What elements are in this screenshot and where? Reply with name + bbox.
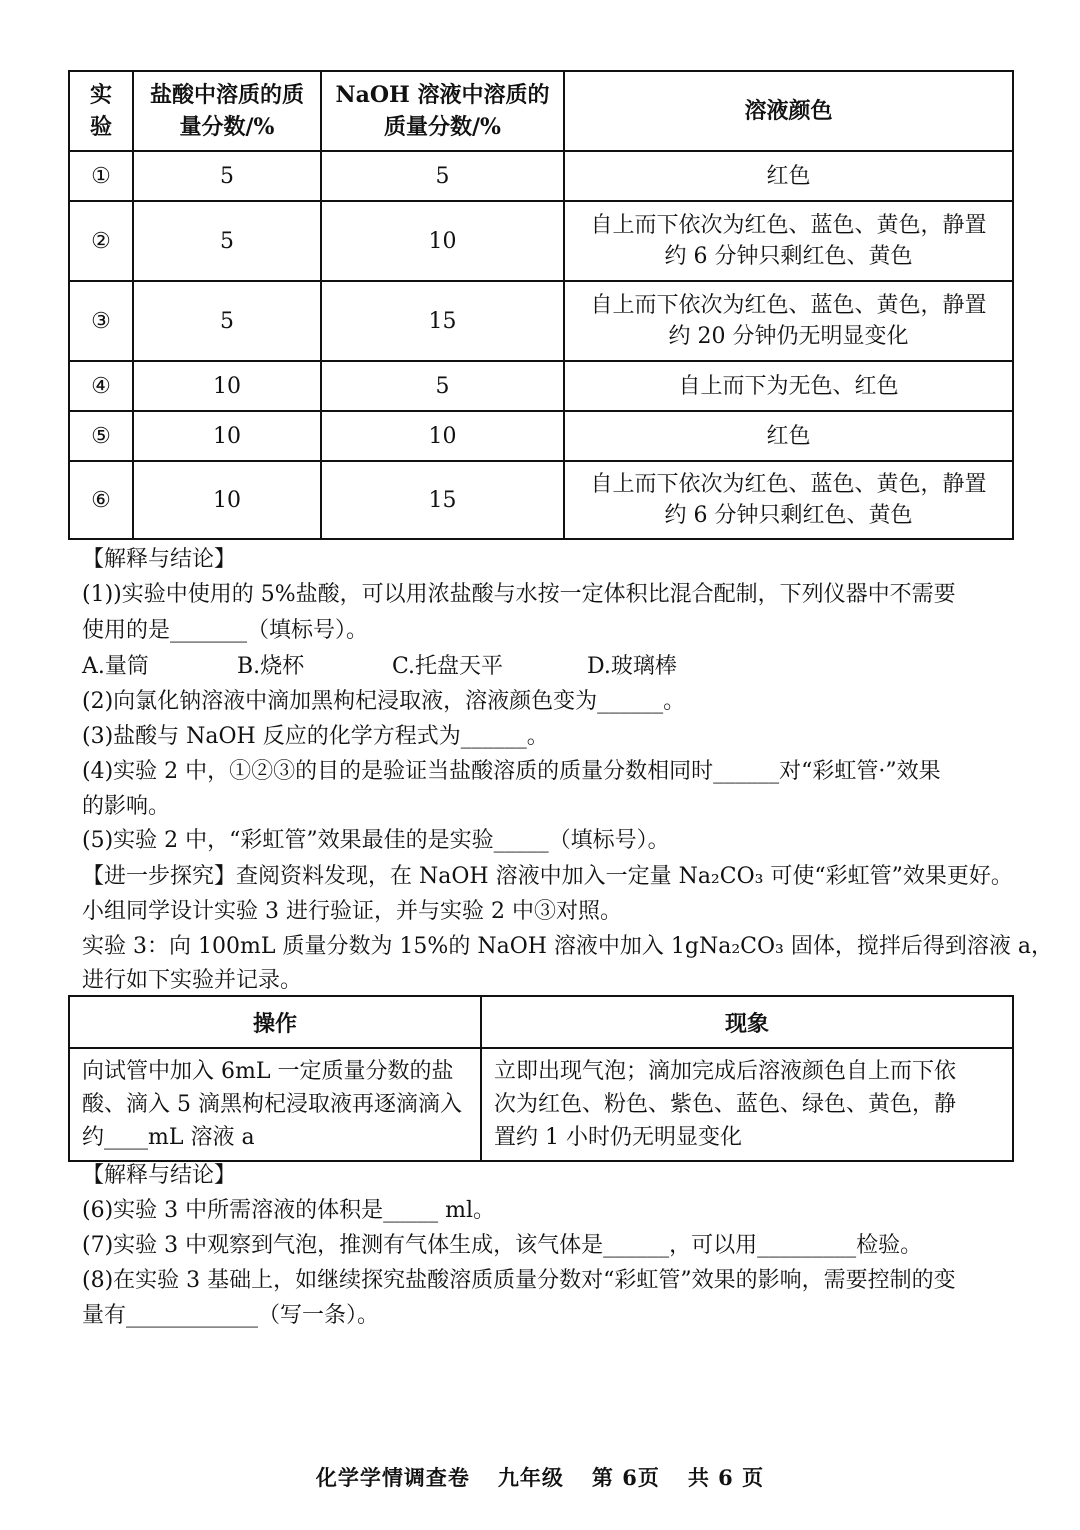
cell-color: 自上而下为无色、红色 [564,361,1013,411]
cell-experiment: ⑥ [69,461,133,539]
option-d: D.玻璃棒 [587,654,677,679]
option-a: A.量筒 [82,654,149,679]
footer-page: 第 6页 [591,1465,660,1490]
cell-color: 红色 [564,411,1013,461]
cell-naoh: 10 [321,201,564,281]
further-inquiry-line-2: 小组同学设计实验 3 进行验证，并与实验 2 中③对照。 [82,899,622,924]
question-1-options [82,649,742,680]
header-phenomenon: 现象 [481,996,1013,1048]
header-solution-color: 溶液颜色 [564,71,1013,151]
cell-experiment: ② [69,201,133,281]
header-operation: 操作 [69,996,481,1048]
question-8-line-1: (8)在实验 3 基础上，如继续探究盐酸溶质质量分数对“彩虹管”效果的影响，需要控制的变 [82,1268,956,1293]
cell-color: 自上而下依次为红色、蓝色、黄色，静置 约 6 分钟只剩红色、黄色 [564,461,1013,539]
cell-naoh: 5 [321,151,564,201]
table-row [69,461,1013,539]
cell-naoh: 15 [321,461,564,539]
cell-color: 红色 [564,151,1013,201]
question-8-line-2: 量有____________（写一条）。 [82,1303,380,1328]
cell-experiment: ⑤ [69,411,133,461]
further-inquiry-line-1: 【进一步探究】查阅资料发现，在 NaOH 溶液中加入一定量 Na₂CO₃ 可使“彩虹管”效果更好。 [82,864,1013,889]
table-header-row [69,996,1013,1048]
experiment-3-line-2: 进行如下实验并记录。 [82,968,303,993]
cell-experiment: ① [69,151,133,201]
page-footer [0,1462,1080,1492]
operation-phenomenon-table [68,995,1014,1162]
option-b: B.烧杯 [237,654,305,679]
question-7: (7)实验 3 中观察到气泡，推测有气体生成，该气体是______，可以用_________检验。 [82,1233,923,1258]
cell-naoh: 5 [321,361,564,411]
cell-hcl: 10 [133,411,321,461]
table-row [69,361,1013,411]
cell-experiment: ③ [69,281,133,361]
header-experiment: 实 验 [69,71,133,151]
cell-hcl: 10 [133,461,321,539]
table-header-row [69,71,1013,151]
cell-operation: 向试管中加入 6mL 一定质量分数的盐 酸、滴入 5 滴黑枸杞浸取液再逐滴滴入 约____mL 溶液 a [69,1048,481,1161]
table-row [69,201,1013,281]
cell-naoh: 10 [321,411,564,461]
cell-color: 自上而下依次为红色、蓝色、黄色，静置 约 20 分钟仍无明显变化 [564,281,1013,361]
cell-color: 自上而下依次为红色、蓝色、黄色，静置 约 6 分钟只剩红色、黄色 [564,201,1013,281]
cell-hcl: 5 [133,281,321,361]
question-4-line-2: 的影响。 [82,794,171,819]
experiment-3-line-1: 实验 3：向 100mL 质量分数为 15%的 NaOH 溶液中加入 1gNa₂CO₃ 固体，搅拌后得到溶液 a， [82,934,1053,959]
cell-naoh: 15 [321,281,564,361]
footer-subject: 化学学情调查卷 [315,1465,470,1490]
question-3: (3)盐酸与 NaOH 反应的化学方程式为______。 [82,724,549,749]
question-1-line-1: (1))实验中使用的 5%盐酸，可以用浓盐酸与水按一定体积比混合配制，下列仪器中不需要 [82,582,956,607]
cell-experiment: ④ [69,361,133,411]
section-heading-conclusion-2: 【解释与结论】 [82,1163,237,1188]
question-4-line-1: (4)实验 2 中，①②③的目的是验证当盐酸溶质的质量分数相同时______对“彩虹管·”效果 [82,759,941,784]
footer-total: 共 6 页 [687,1465,765,1490]
question-2: (2)向氯化钠溶液中滴加黑枸杞浸取液，溶液颜色变为______。 [82,689,686,714]
question-5: (5)实验 2 中，“彩虹管”效果最佳的是实验_____（填标号）。 [82,828,670,853]
option-c: C.托盘天平 [392,654,504,679]
header-hcl-fraction: 盐酸中溶质的质 量分数/% [133,71,321,151]
cell-hcl: 5 [133,201,321,281]
table-row [69,281,1013,361]
table-row [69,151,1013,201]
cell-phenomenon: 立即出现气泡；滴加完成后溶液颜色自上而下依 次为红色、粉色、紫色、蓝色、绿色、黄色，静 置约 1 小时仍无明显变化 [481,1048,1013,1161]
cell-hcl: 10 [133,361,321,411]
section-heading-conclusion: 【解释与结论】 [82,547,237,572]
question-1-line-2: 使用的是_______（填标号）。 [82,618,369,643]
results-table-1 [68,70,1014,540]
question-6: (6)实验 3 中所需溶液的体积是_____ ml。 [82,1198,496,1223]
cell-hcl: 5 [133,151,321,201]
footer-grade: 九年级 [497,1465,564,1490]
header-naoh-fraction: NaOH 溶液中溶质的 质量分数/% [321,71,564,151]
table-row [69,411,1013,461]
table-row [69,1048,1013,1161]
